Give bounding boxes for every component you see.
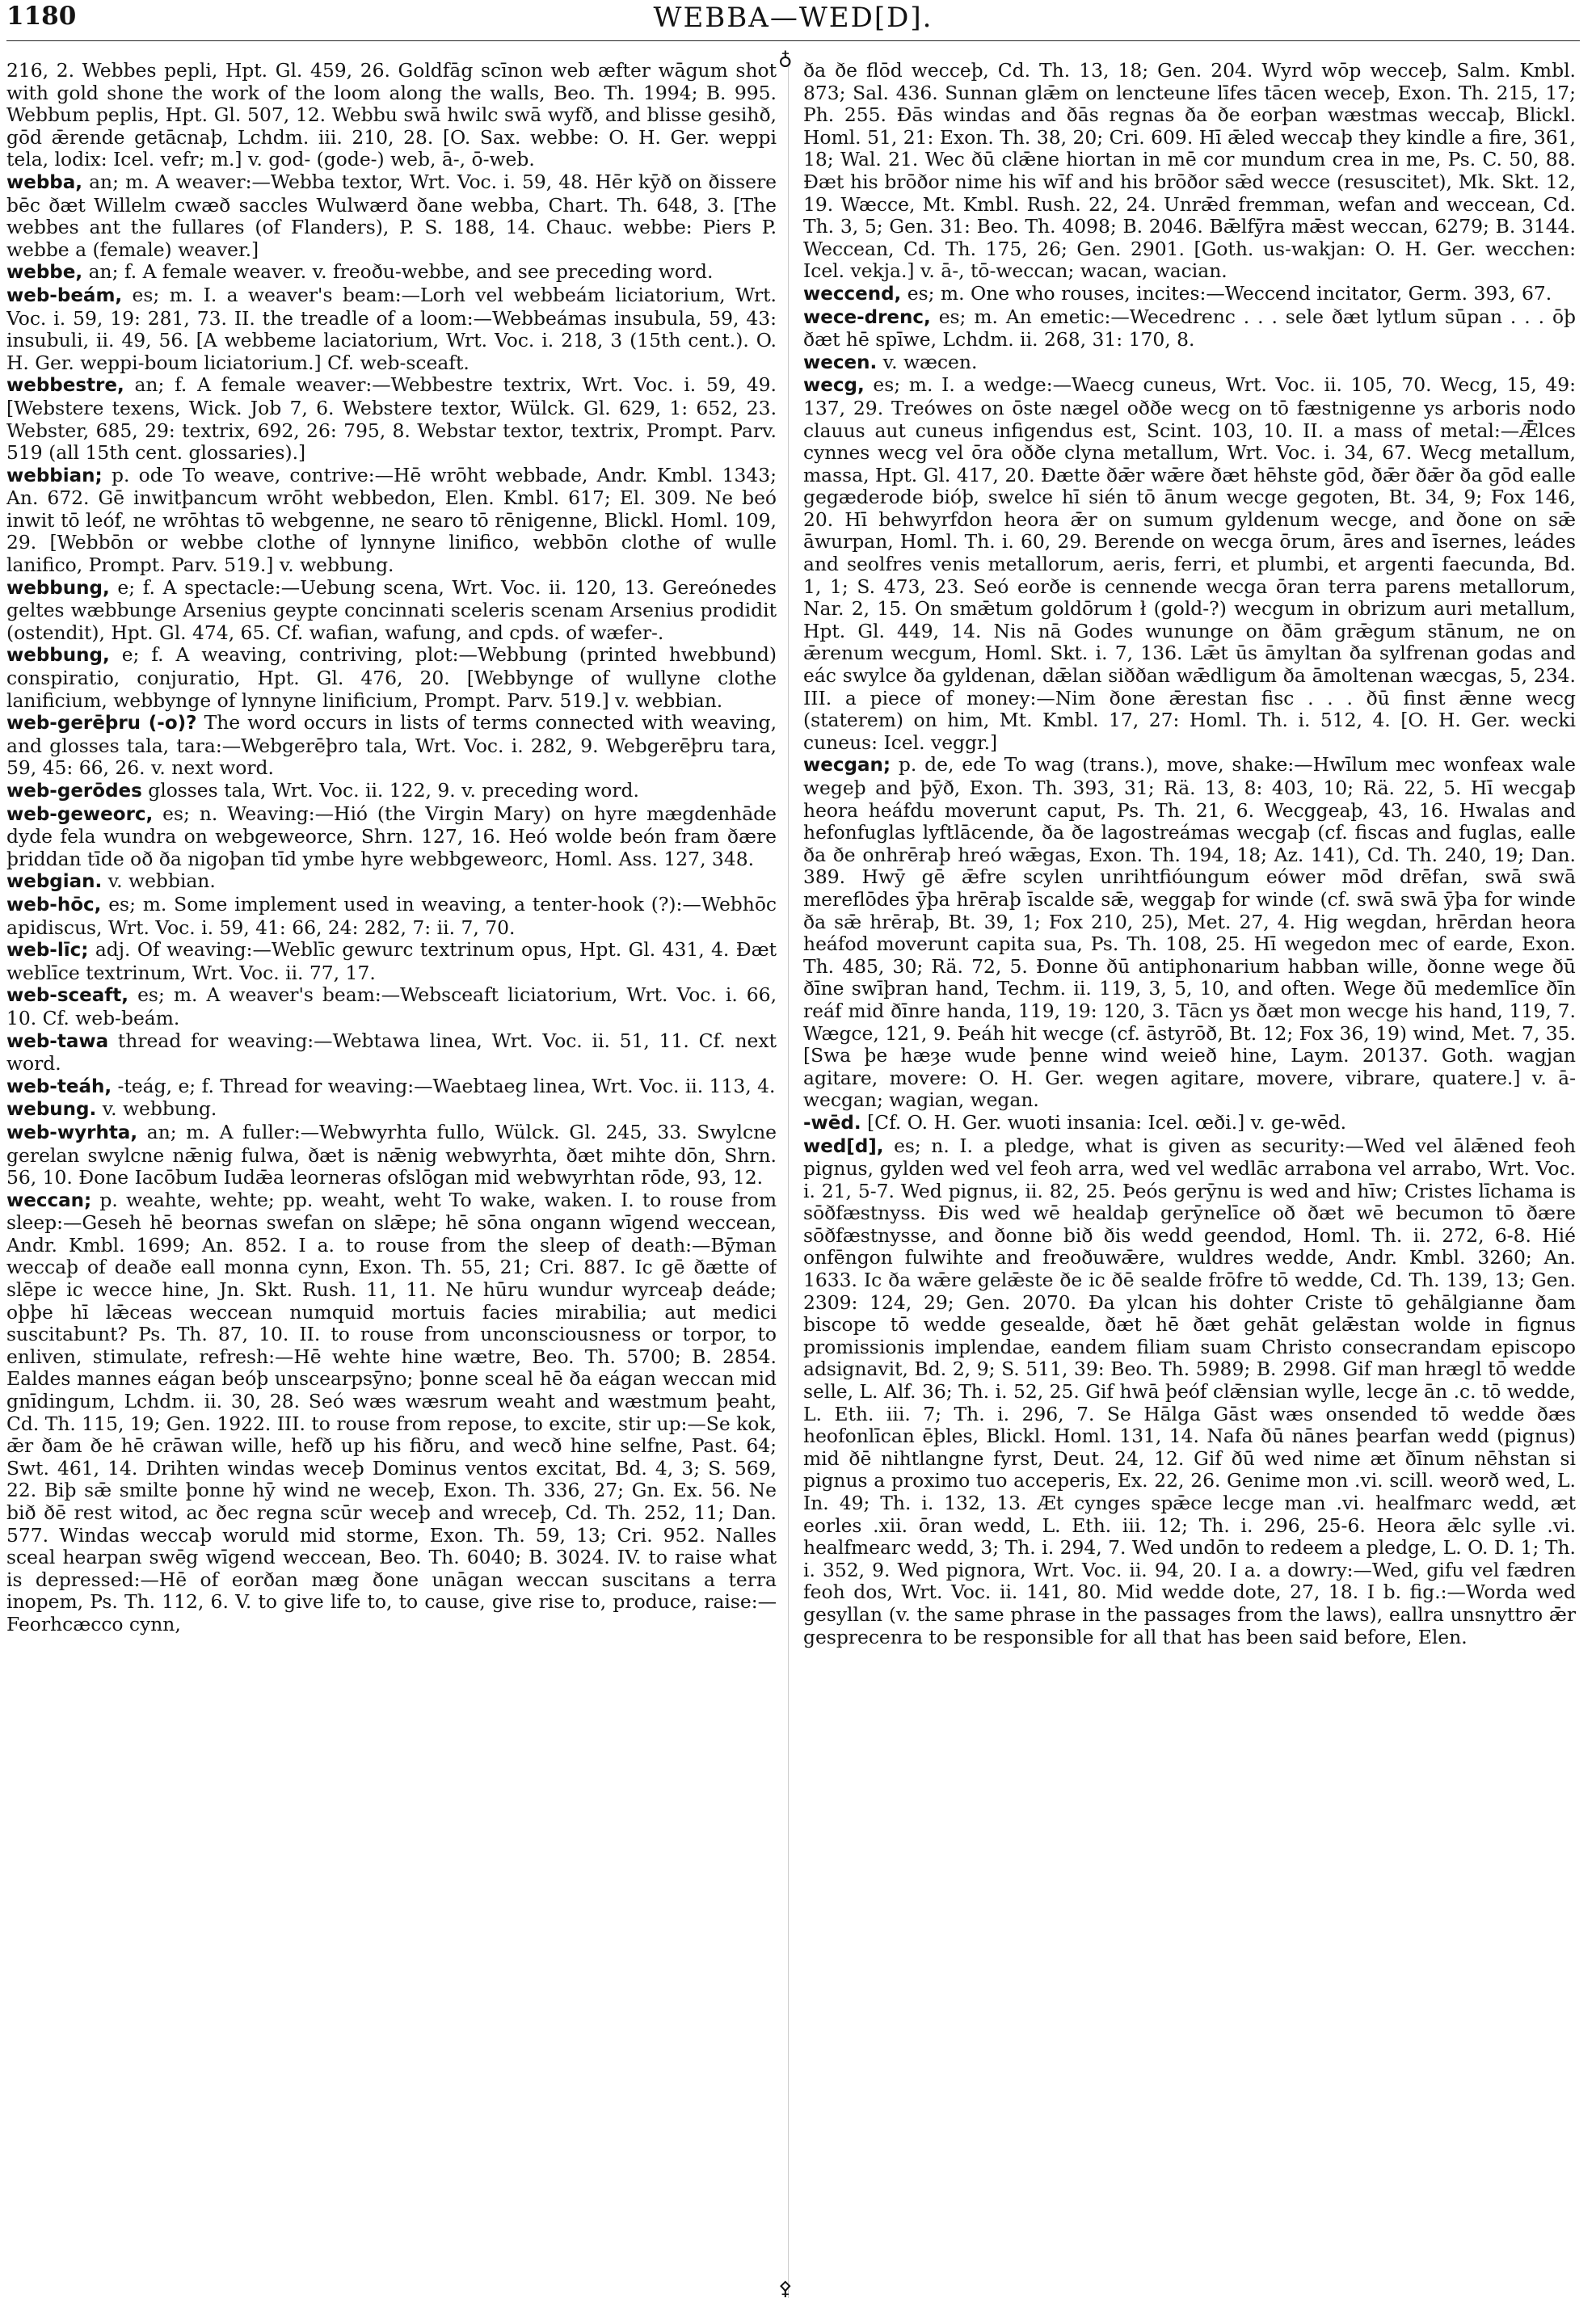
- dictionary-entry: [803, 1112, 1576, 1135]
- entry-headword: web-sceaft,: [6, 985, 129, 1007]
- entry-headword: wed[d],: [803, 1135, 884, 1157]
- dictionary-entry: [6, 803, 777, 871]
- entry-headword: web-beám,: [6, 284, 123, 306]
- entry-continuation: [6, 60, 777, 171]
- entry-headword: wecgan;: [803, 755, 891, 777]
- column-divider: [788, 60, 789, 2298]
- entry-text: thread for weaving:—Webtawa linea, Wrt. Voc. ii. 51, 11. Cf. next word.: [6, 1029, 777, 1076]
- entry-headword: webung.: [6, 1099, 97, 1121]
- dictionary-entry: [6, 644, 777, 712]
- entry-text: e; f. A spectacle:—Uebung scena, Wrt. Voc. ii. 120, 13. Gereónedes geltes wæbbunge Arsenius geypte concinnati sceleris scenam Arsenius prodidit (ostendit), Hpt. Gl. 474, 65. Cf. wafian, wafung, and cpds. of wæfer-.: [6, 575, 777, 644]
- entry-headword: web-līc;: [6, 940, 89, 962]
- dictionary-entry: [6, 1076, 777, 1099]
- entry-headword: weccend,: [803, 283, 902, 305]
- dictionary-entry: [803, 374, 1576, 754]
- entry-text: es; m. A weaver's beam:—Websceaft liciatorium, Wrt. Voc. i. 66, 10. Cf. web-beám.: [6, 983, 777, 1029]
- entry-text: e; f. A weaving, contriving, plot:—Webbung (printed hwebbund) conspiratio, conjuratio, Hpt. Gl. 476, 20. [Webbynge of wullyne clothe lanificium, webbynge of lynnyne linificium, Prompt. Parv. 519.] v. webbian.: [6, 643, 777, 712]
- entry-continuation: [803, 60, 1576, 283]
- entry-text: an; f. A female weaver. v. freoðu-webbe, and see preceding word.: [88, 260, 714, 284]
- entry-headword: wece-drenc,: [803, 306, 931, 328]
- entry-text: ða ðe flōd wecceþ, Cd. Th. 13, 18; Gen. 204. Wyrd wōp wecceþ, Salm. Kmbl. 873; Sal. 436. Sunnan glǣm on lencteune līfes tācen weceþ, Exon. Th. 215, 17; Ph. 255. Ðās windas and ðās regnas ða ðe eorþan wæstmas weccaþ, Blickl. Homl. 51, 21: Exon. Th. 38, 20; Cri. 609. Hī ǣled weccaþ they kindle a fire, 361, 18; Wal. 21. Wec ðū clǣne hiortan in mē cor mundum crea in me, Ps. C. 50, 88. Ðæt his brōðor nime his wīf and his brōðor sǣd wecce (resuscitet), Mk. Skt. 12, 19. Wæcce, Mt. Kmbl. Rush. 22, 24. Unrǣd fremman, wefan and weccean, Cd. Th. 3, 5; Gen. 31: Beo. Th. 4098; B. 2046. Bǣlfȳra mǣst weccan, 6279; B. 3144. Weccean, Cd. Th. 175, 26; Gen. 2901. [Goth. us-wakjan: O. H. Ger. wecchen: Icel. vekja.] v. ā-, tō-weccan; wacan, wacian.: [803, 60, 1576, 283]
- page-header: [6, 2, 1580, 41]
- dictionary-entry: [6, 577, 777, 645]
- entry-text: es; m. I. a weaver's beam:—Lorh vel webbeám liciatorium, Wrt. Voc. i. 59, 19: 281, 73. II. the treadle of a loom:—Webbeámas insubula, 59, 43: insubuli, ii. 49, 56. [A webbeme laciatorium, Wrt. Voc. i. 218, 3 (15th cent.). O. H. Ger. weppi-boum liciatorium.] Cf. web-sceaft.: [6, 283, 777, 374]
- dictionary-entry: [803, 351, 1576, 375]
- dictionary-entry: [6, 465, 777, 577]
- dictionary-entry: [803, 1135, 1576, 1649]
- left-column: [6, 60, 777, 2298]
- entry-text: The word occurs in lists of terms connected with weaving, and glosses tala, tara:—Webgerēþro tala, Wrt. Voc. i. 282, 9. Webgerēþru tara, 59, 45: 66, 26. v. next word.: [6, 711, 777, 780]
- dictionary-entry: [6, 171, 777, 261]
- dictionary-entry: [6, 984, 777, 1029]
- entry-headword: webba,: [6, 171, 83, 193]
- dictionary-entry: [6, 712, 777, 780]
- running-head: WEBBA—WED[D].: [653, 2, 933, 34]
- entry-text: p. de, ede To wag (trans.), move, shake:—Hwīlum mec wonfeax wale wegeþ and þȳð, Exon. Th. 393, 31; Rä. 13, 8: 403, 10; Rä. 22, 5. Hī wecgaþ heora heáfdu moverunt caput, Ps. Th. 21, 6. Wecggeaþ, 43, 16. Hwalas and hefonfuglas lyftlācende, ða ðe lagostreámas wecgaþ (cf. fiscas and fuglas, ealle ða ðe onhrēraþ hreó wǣgas, Exon. Th. 194, 18; Az. 141), Cd. Th. 240, 19; Dan. 389. Hwȳ gē ǣfre scylen unrihtfióungum eówer mōd drēfan, swā swā mereflōdes ȳþa hrēraþ īscalde sǣ, weggaþ for winde (cf. swā swā ȳþa for winde ða sǣ hrēraþ, Bt. 39, 1; Fox 210, 25), Met. 27, 4. Hig wegdan, hrērdan heora heáfod moverunt capita sua, Ps. Th. 108, 25. Hī wegedon mec of earde, Exon. Th. 485, 30; Rä. 72, 5. Ðonne ðū antiphonarium habban wille, ðonne wege ðū ðīne swīþran hand, Techm. ii. 119, 3, 5, 10, and often. Wege ðū medemlīce ðīn reáf mid ðīnre handa, 119, 19: 120, 3. Tācn ys ðæt mon wecge his hand, 119, 7. Wægce, 121, 9. Þeáh hit wecge (cf. āstyrōð, Bt. 12; Fox 36, 19) wind, Met. 7, 35. [Swa þe hæȝe wude þenne wind weieð hine, Laym. 20137. Goth. wagjan agitare, movere: O. H. Ger. wegen agitare, movere, vibrare, quatere.] v. ā-wecgan; wagian, wegan.: [803, 753, 1576, 1112]
- ornament-top-icon: ♁: [778, 47, 793, 69]
- entry-text: adj. Of weaving:—Weblīc gewurc textrinum opus, Hpt. Gl. 431, 4. Ðæt weblīce textrinum, Wrt. Voc. ii. 77, 17.: [6, 938, 777, 984]
- entry-headword: web-gerōdes: [6, 781, 142, 802]
- entry-text: es; m. One who rouses, incites:—Weccend incitator, Germ. 393, 67.: [907, 281, 1552, 305]
- dictionary-entry: [803, 754, 1576, 1112]
- entry-text: v. webbian.: [107, 869, 216, 893]
- entry-headword: web-wyrhta,: [6, 1122, 138, 1143]
- dictionary-entry: [6, 939, 777, 984]
- entry-headword: web-gerēþru (-o)?: [6, 713, 197, 735]
- entry-text: es; n. Weaving:—Hió (the Virgin Mary) on hyre mægdenhāde dyde fela wundra on webgeweorce, Shrn. 127, 16. Heó wolde beón fram ðære þriddan tīde oð ða nigoþan tīd ymbe hyre webbgeweorc, Homl. Ass. 127, 348.: [6, 802, 777, 870]
- entry-headword: webbung,: [6, 577, 110, 599]
- entry-headword: -wēd.: [803, 1112, 861, 1134]
- dictionary-entry: [6, 894, 777, 939]
- entry-headword: webbe,: [6, 262, 83, 284]
- entry-headword: wecg,: [803, 375, 865, 397]
- dictionary-entry: [6, 1122, 777, 1189]
- entry-text: es; m. I. a wedge:—Waecg cuneus, Wrt. Voc. ii. 105, 70. Wecg, 15, 49: 137, 29. Treówes on ōste nægel oððe wecg on tō fæstnigenne ys arboris nodo clauus aut cuneus infigendus est, Scint. 103, 10. II. a mass of metal:—Ǣlces cynnes wecg vel ōra oððe clyna metallum, Wrt. Voc. i. 34, 67. Wecg metallum, massa, Hpt. Gl. 417, 20. Ðætte ðǣr wǣre ðæt hēhste gōd, ðǣr ðǣr ða gōd ealle gegæderode bióþ, swelce hī sién tō ānum wecge gegoten, Bt. 34, 9; Fox 146, 20. Hī behwyrfdon heora ǣr on sumum gyldenum wecge, and ðone on sǣ āwurpan, Homl. Th. i. 60, 29. Berende on wecga ōrum, āres and īsernes, leádes and seolfres venis metallorum, aeris, ferri, et plumbi, et argenti faecunda, Bd. 1, 1; S. 473, 23. Seó eorðe is cennende wecga ōran terra parens metallorum, Nar. 2, 15. On smǣtum goldōrum ł (gold-?) wecgum in obrizum auri metallum, Hpt. Gl. 449, 14. Nis nā Godes wununge on ðām grǣgum stānum, ne on ǣrenum wecgum, Homl. Skt. i. 7, 136. Lǣt ūs āmyltan ða sylfrenan godas and eác swylce ða gyldenan, dǣlan siððan wǣdligum ða āmoltenan wæcgas, 5, 234. III. a piece of money:—Nim ðone ǣrestan fisc . . . ðū finst ǣnne wecg (staterem) on him, Mt. Kmbl. 17, 27: Homl. Th. i. 512, 4. [O. H. Ger. wecki cuneus: Icel. veggr.]: [803, 373, 1576, 754]
- entry-headword: weccan;: [6, 1189, 92, 1211]
- entry-headword: web-hōc,: [6, 894, 102, 916]
- dictionary-entry: [6, 261, 777, 284]
- entry-text: [Cf. O. H. Ger. wuoti insania: Icel. œði.] v. ge-wēd.: [867, 1110, 1347, 1134]
- entry-headword: webbian;: [6, 465, 103, 486]
- entry-text: es; n. I. a pledge, what is given as security:—Wed vel ālǣned feoh pignus, gylden wed vel feoh arra, wed vel wedlāc arrabona vel arrabo, Wrt. Voc. i. 21, 5-7. Wed pignus, ii. 82, 25. Þeós gerȳnu is wed and hīw; Cristes līchama is sōðfæstnyss. Ðis wed wē healdaþ gerȳnelīce oð ðæt wē becumon tō ðære sōðfæstnysse, and ðonne bið ðis wedd geendod, Homl. Th. ii. 272, 6-8. Hié onfēngon fulwihte and freoðuwǣre, wuldres wedde, Andr. Kmbl. 3260; An. 1633. Ic ða wǣre gelǣste ðe ic ðē sealde frōfre tō wedde, Cd. Th. 139, 13; Gen. 2309: 124, 29; Gen. 2070. Ða ylcan his dohter Criste tō gehālgianne ðam biscope tō wedde gesealde, ðæt hē ðæt gehāt gelǣstan wolde in fignus promissionis implendae, eandem filiam suam Christo consecrandam episcopo adsignavit, Bd. 2, 9; S. 511, 39: Beo. Th. 5989; B. 2998. Gif man hrægl tō wedde selle, L. Alf. 36; Th. i. 52, 25. Gif hwā þeóf clǣnsian wylle, lecge ān .c. tō wedde, L. Eth. iii. 7; Th. i. 296, 7. Se Hālga Gāst wæs onsended tō wedde ðæs heofonlīcan ēþles, Blickl. Homl. 131, 14. Nafa ðū nānes þearfan wedd (pignus) mid ðē nihtlangne fyrst, Deut. 24, 12. Gif ðū wed nime æt ðīnum nēhstan si pignus a proximo tuo acceperis, Ex. 22, 26. Genime mon .vi. scill. weorð wed, L. In. 49; Th. i. 132, 13. Æt cynges spǣce lecge man .vi. healfmarc wedd, æt eorles .xii. ōran wedd, L. Eth. iii. 12; Th. i. 296, 25-6. Heora ǣlc sylle .vi. healfmearc wedd, 3; Th. i. 294, 7. Wed undōn to redeem a pledge, L. O. D. 1; Th. i. 352, 9. Wed pignora, Wrt. Voc. ii. 94, 20. I a. a dowry:—Wed, gifu vel fædren feoh dos, Wrt. Voc. ii. 141, 80. Mid wedde dote, 27, 18. I b. fig.:—Worda wed gesyllan (v. the same phrase in the passages from the laws), eallra unsnyttro ǣr gesprecenra to be responsible for all that has been said before, Elen.: [803, 1134, 1576, 1648]
- entry-text: -teág, e; f. Thread for weaving:—Waebtaeg linea, Wrt. Voc. ii. 113, 4.: [117, 1074, 776, 1097]
- entry-text: an; m. A weaver:—Webba textor, Wrt. Voc. i. 59, 48. Hēr kȳð on ðissere bēc ðæt Willelm cwæð saccles Wulwærd ðane webba, Chart. Th. 648, 3. [The webbes ant the fullares (of Flanders), P. S. 188, 14. Chauc. webbe: Piers P. webbe a (female) weaver.]: [6, 170, 777, 261]
- entry-headword: web-teáh,: [6, 1076, 112, 1097]
- page-number: 1180: [6, 2, 77, 31]
- entry-text: v. wæcen.: [882, 350, 978, 373]
- entry-text: glosses tala, Wrt. Voc. ii. 122, 9. v. preceding word.: [148, 779, 639, 802]
- dictionary-entry: [6, 870, 777, 894]
- dictionary-entry: [6, 374, 777, 464]
- entry-headword: webbung,: [6, 645, 110, 667]
- dictionary-entry: [6, 1030, 777, 1076]
- dictionary-entry: [803, 306, 1576, 351]
- dictionary-entry: [6, 1098, 777, 1122]
- entry-text: p. ode To weave, contrive:—Hē wrōht webbade, Andr. Kmbl. 1343; An. 672. Gē inwitþancum wrōht webbedon, Elen. Kmbl. 617; El. 309. Ne beó inwit tō leóf, ne wrōhtas tō webgenne, ne searo tō rēnigenne, Blickl. Homl. 109, 29. [Webbōn or webbe clothe of lynnyne linifico, webbōn clothe of wulle lanifico, Prompt. Parv. 519.] v. webbung.: [6, 463, 777, 577]
- right-column: [803, 60, 1576, 2298]
- dictionary-entry: [803, 283, 1576, 306]
- entry-headword: web-geweorc,: [6, 803, 154, 825]
- entry-text: v. webbung.: [102, 1097, 217, 1121]
- entry-text: p. weahte, wehte; pp. weaht, weht To wake, waken. I. to rouse from sleep:—Geseh hē beornas swefan on slǣpe; hē sōna ongann wīgend weccean, Andr. Kmbl. 1699; An. 852. I a. to rouse from the sleep of death:—Bȳman weccaþ of deaðe eall monna cynn, Exon. Th. 55, 21; Cri. 887. Ic gē ðætte of slēpe ic wecce hine, Jn. Skt. Rush. 11, 11. Ne hūru wundur wyrceaþ deáde; oþþe hī lǣceas weccean numquid mortuis facies mirabilia; aut medici suscitabunt? Ps. Th. 87, 10. II. to rouse from unconsciousness or torpor, to enliven, stimulate, refresh:—Hē wehte hine wætre, Beo. Th. 5700; B. 2854. Ealdes mannes eágan beóþ unscearpsȳno; þonne sceal hē ða eágan weccan mid gnīdingum, Lchdm. ii. 30, 28. Seó wæs wæsrum weaht and wæstmum þeaht, Cd. Th. 115, 19; Gen. 1922. III. to rouse from repose, to excite, stir up:—Se kok, ǣr ðam ðe hē crāwan wille, hefð up his fiðru, and wecð hine selfne, Past. 64; Swt. 461, 14. Drihten windas weceþ Dominus ventos excitat, Bd. 4, 3; S. 569, 22. Biþ sǣ smilte þonne hȳ wind ne weceþ, Exon. Th. 336, 27; Gn. Ex. 56. Ne bið ðē rest witod, ac ðec regna scūr weceþ and wreceþ, Cd. Th. 252, 11; Dan. 577. Windas weccaþ woruld mid storme, Exon. Th. 59, 13; Cri. 952. Nalles sceal hearpan swēg wīgend weccean, Beo. Th. 6040; B. 3024. IV. to raise what is depressed:—Hē of eorðan mæg ðone unāgan weccan suscitans a terra inopem, Ps. Th. 112, 6. V. to give life to, to cause, give rise to, produce, raise:—Feorhcæcco cynn,: [6, 1188, 777, 1635]
- entry-headword: web-tawa: [6, 1030, 109, 1052]
- ornament-bottom-icon: ⚴: [778, 2277, 793, 2300]
- dictionary-entry: [6, 780, 777, 803]
- entry-headword: webbestre,: [6, 375, 124, 397]
- entry-text: es; m. Some implement used in weaving, a tenter-hook (?):—Webhōc apidiscus, Wrt. Voc. i. 59, 41: 66, 24: 282, 7: ii. 7, 70.: [6, 892, 777, 939]
- dictionary-entry: [6, 1189, 777, 1636]
- entry-text: an; f. A female weaver:—Webbestre textrix, Wrt. Voc. i. 59, 49. [Webstere texens, Wick. Job 7, 6. Webstere textor, Wülck. Gl. 629, 1: 652, 23. Webster, 685, 29: textrix, 692, 26: 795, 8. Webstar textor, textrix, Prompt. Parv. 519 (all 15th cent. glossaries).]: [6, 373, 777, 465]
- entry-headword: wecen.: [803, 351, 878, 373]
- entry-text: an; m. A fuller:—Webwyrhta fullo, Wülck. Gl. 245, 33. Swylcne gerelan swylcne nǣnig fulwa, ðæt is nǣnig webwyrhta, ðæt mihte dōn, Shrn. 56, 10. Ðone Iacōbum Iudǣa leorneras ofslōgan mid webwyrhtan rōde, 93, 12.: [6, 1120, 777, 1189]
- entry-headword: webgian.: [6, 871, 103, 893]
- entry-text: es; m. An emetic:—Wecedrenc . . . sele ðæt lytlum sūpan . . . ōþ ðæt hē spīwe, Lchdm. ii. 268, 31: 170, 8.: [803, 305, 1576, 351]
- entry-text: 216, 2. Webbes pepli, Hpt. Gl. 459, 26. Goldfāg scīnon web æfter wāgum shot with gold shone the work of the loom along the walls, Beo. Th. 1994; B. 995. Webbum peplis, Hpt. Gl. 507, 12. Webbu swā hwilc swā wyfð, and blisse gesihð, gōd ǣrende getācnaþ, Lchdm. iii. 210, 28. [O. Sax. webbe: O. H. Ger. weppi tela, lodix: Icel. vefr; m.] v. god- (gode-) web, ā-, ō-web.: [6, 60, 777, 171]
- dictionary-entry: [6, 284, 777, 374]
